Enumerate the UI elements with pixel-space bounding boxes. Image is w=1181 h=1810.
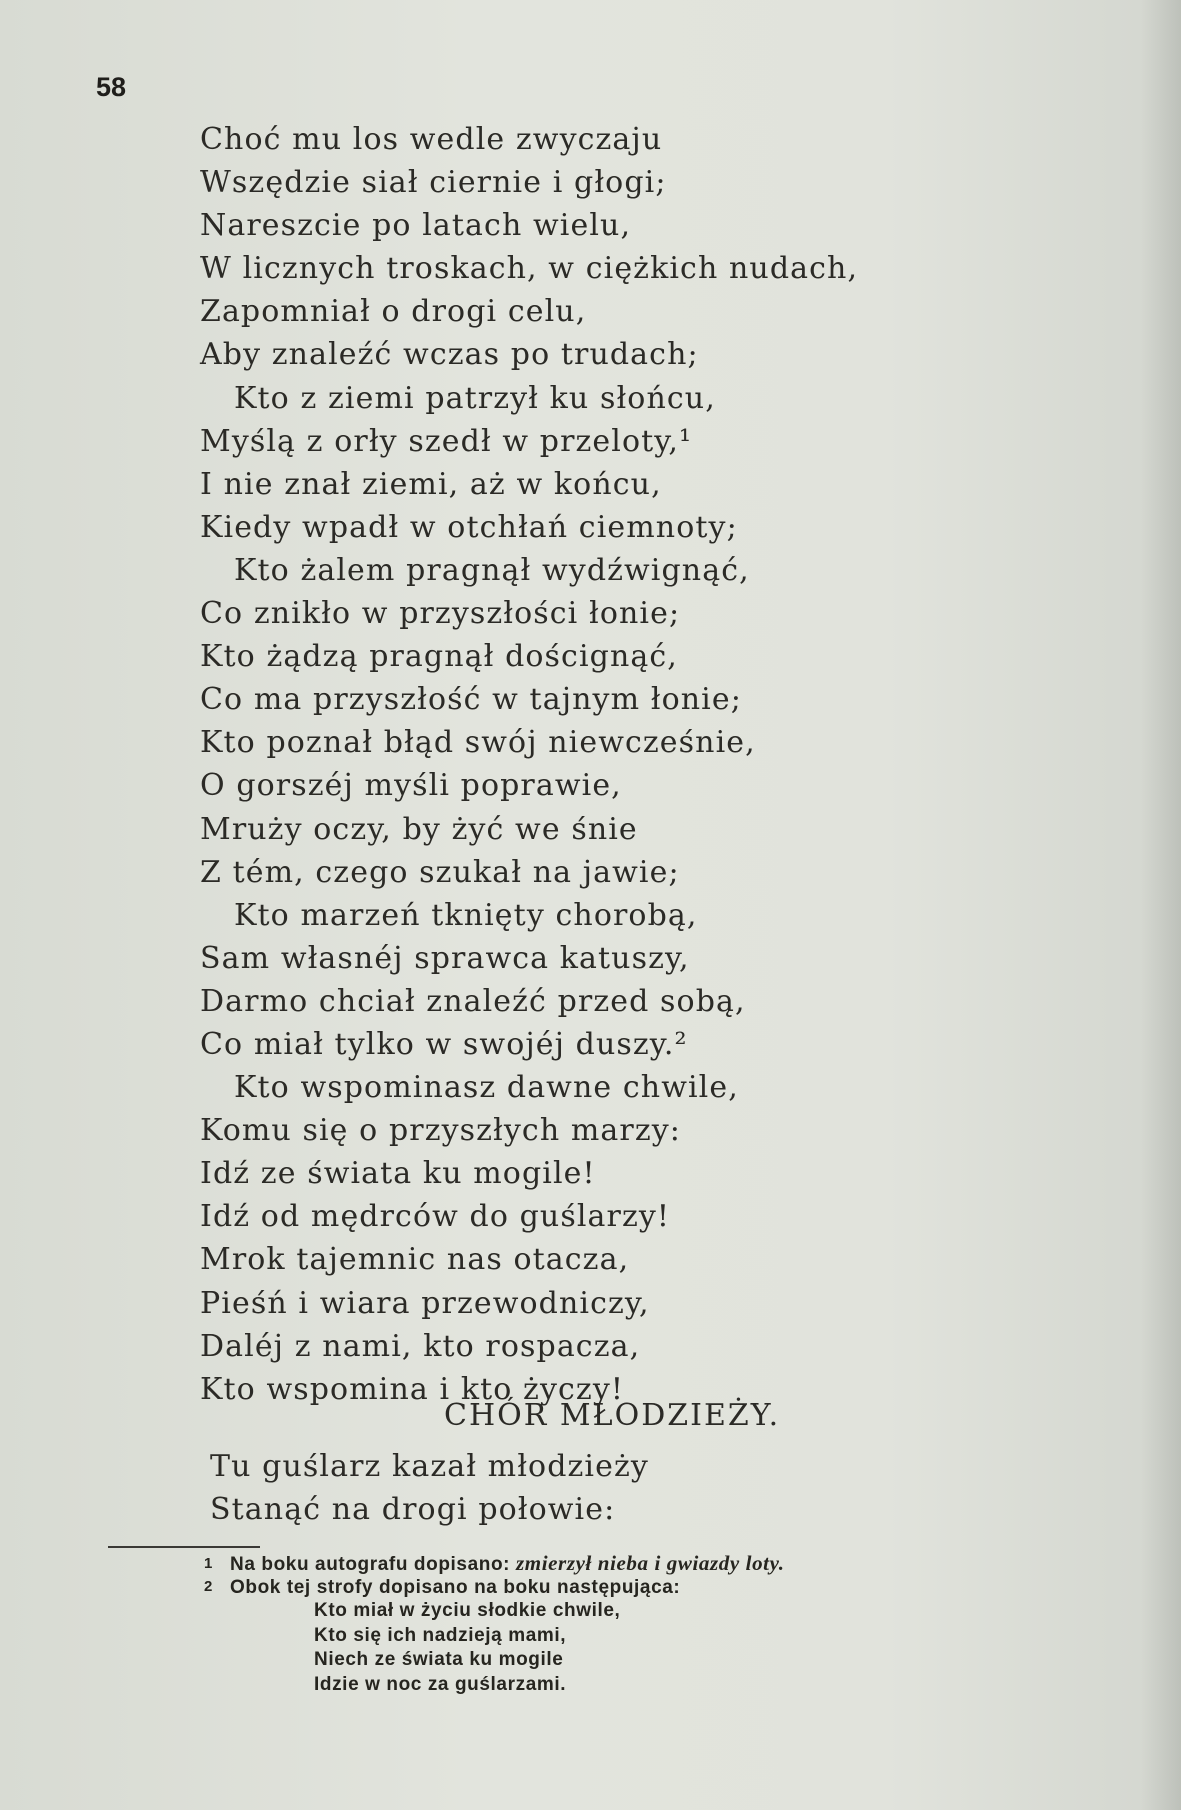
verse-line: Nareszcie po latach wielu,: [200, 208, 632, 244]
verse-line: Stanąć na drogi połowie:: [210, 1492, 616, 1527]
verse-line: Wszędzie siał ciernie i głogi;: [200, 165, 667, 201]
footnote-italic-text: zmierzył nieba i gwiazdy loty.: [515, 1551, 785, 1575]
verse-line: Idź od mędrców do guślarzy!: [200, 1199, 671, 1235]
verse-line: Zapomniał o drogi celu,: [200, 294, 587, 330]
verse-line: Mruży oczy, by żyć we śnie: [200, 811, 638, 847]
footnote-2: [204, 1575, 785, 1599]
verse-line: Pieśń i wiara przewodniczy,: [200, 1285, 650, 1321]
verse-line: Aby znaleźć wczas po trudach;: [200, 337, 699, 373]
footnote-quote-line: Idzie w noc za guślarzami.: [314, 1673, 567, 1695]
verse-line: Sam własnéj sprawca katuszy,: [200, 940, 690, 976]
verse-line: Daléj z nami, kto rospacza,: [200, 1328, 641, 1364]
footnote-text: Na boku autografu dopisano:: [230, 1554, 511, 1575]
verse-line: Komu się o przyszłych marzy:: [200, 1113, 682, 1149]
verse-line: Kto poznał błąd swój niewcześnie,: [200, 725, 756, 761]
footnote-divider: [108, 1546, 260, 1548]
verse-line: Kiedy wpadł w otchłań ciemnoty;: [200, 509, 738, 545]
verse-line: Kto z ziemi patrzył ku słońcu,: [234, 380, 716, 416]
verse-line: Mrok tajemnic nas otacza,: [200, 1242, 630, 1278]
poem-verse-continued: [210, 1445, 649, 1531]
verse-line: Darmo chciał znaleźć przed sobą,: [200, 983, 746, 1019]
poem-verse: [200, 118, 1100, 1411]
footnote-mark: 1: [204, 1555, 213, 1572]
verse-line: Tu guślarz kazał młodzieży: [210, 1449, 649, 1484]
footnotes: [204, 1551, 785, 1697]
verse-line: W licznych troskach, w ciężkich nudach,: [200, 251, 859, 287]
verse-line: Kto żądzą pragnął doścignąć,: [200, 639, 678, 675]
footnote-mark: 2: [204, 1578, 213, 1595]
footnote-quote: [204, 1599, 785, 1697]
page-edge-shadow: [1141, 0, 1181, 1810]
footnote-quote-line: Kto miał w życiu słodkie chwile,: [314, 1600, 621, 1621]
footnote-1: [204, 1551, 785, 1575]
verse-line: Z tém, czego szukał na jawie;: [200, 854, 680, 890]
footnote-text: Obok tej strofy dopisano na boku następująca:: [230, 1577, 681, 1598]
page-number: 58: [96, 72, 127, 102]
verse-line: Kto marzeń tknięty chorobą,: [234, 897, 698, 933]
verse-line: I nie znał ziemi, aż w końcu,: [200, 466, 662, 502]
footnote-quote-line: Kto się ich nadzieją mami,: [314, 1624, 567, 1646]
verse-line: Co ma przyszłość w tajnym łonie;: [200, 682, 742, 718]
footnote-quote-line: Niech ze świata ku mogile: [314, 1649, 564, 1670]
verse-line: Kto żalem pragnął wydźwignąć,: [234, 552, 750, 588]
verse-line: O gorszéj myśli poprawie,: [200, 768, 622, 804]
section-heading: CHÓR MŁODZIEŻY.: [444, 1398, 781, 1433]
verse-line: Idź ze świata ku mogile!: [200, 1156, 596, 1192]
verse-line: Choć mu los wedle zwyczaju: [200, 122, 663, 157]
verse-line: Co znikło w przyszłości łonie;: [200, 596, 681, 632]
verse-line: Kto wspomina i kto życzy!: [200, 1371, 625, 1407]
verse-line: Kto wspominasz dawne chwile,: [234, 1070, 739, 1106]
verse-line: Co miał tylko w swojéj duszy.²: [200, 1026, 688, 1062]
verse-line: Myślą z orły szedł w przeloty,¹: [200, 423, 693, 459]
